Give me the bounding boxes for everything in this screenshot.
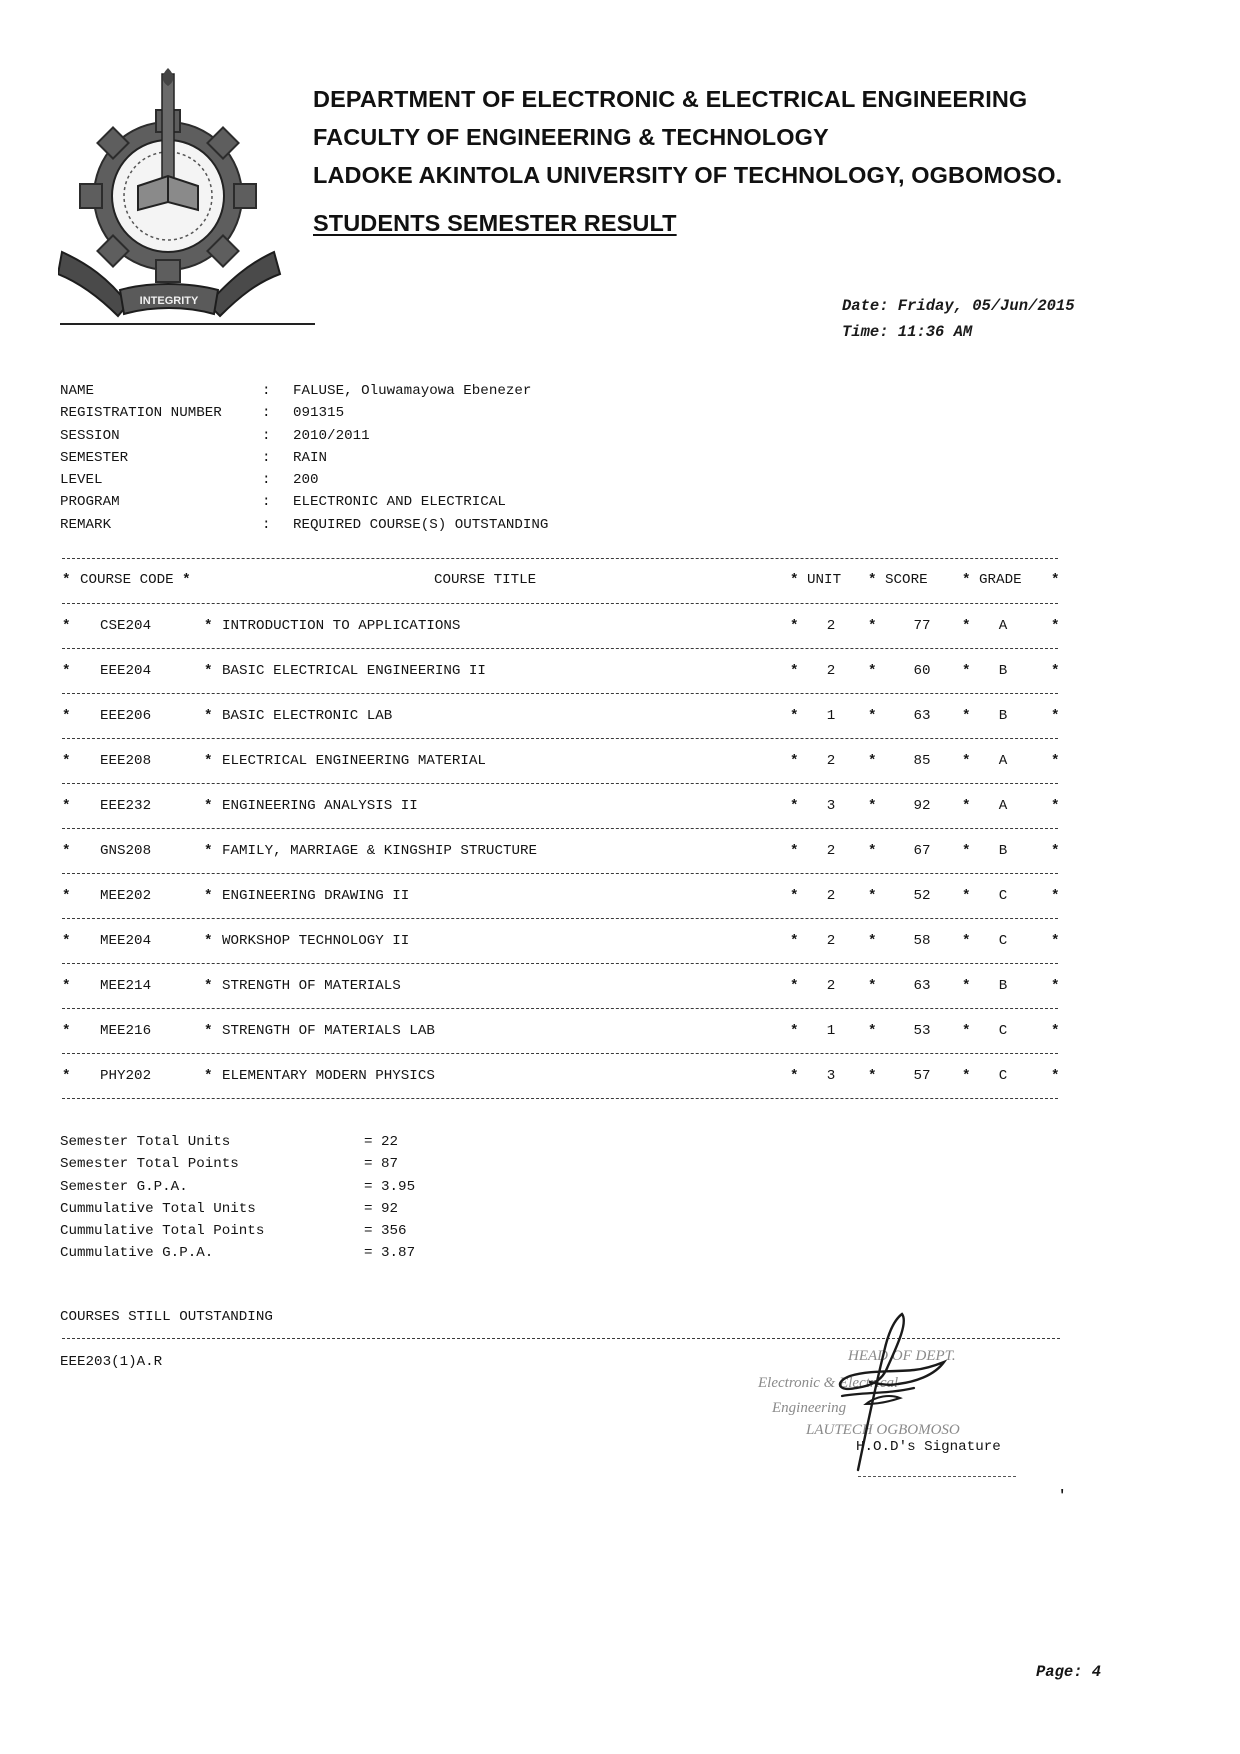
course-unit: 2 (826, 888, 836, 904)
separator-star: * (62, 798, 71, 814)
summary-row (60, 1242, 415, 1264)
header-grade-text: GRADE (979, 572, 1022, 588)
separator-star: * (962, 753, 971, 769)
separator-star: * (868, 843, 877, 859)
course-unit: 3 (826, 798, 836, 814)
header-course-title: COURSE TITLE (434, 572, 537, 588)
separator-star: * (204, 933, 213, 949)
separator-star: * (962, 798, 971, 814)
separator-star: * (204, 708, 213, 724)
info-row-remark (60, 514, 548, 536)
svg-text:Electronic & Electrical: Electronic & Electrical (758, 1375, 899, 1391)
print-date: Date: Friday, 05/Jun/2015 (842, 297, 1075, 315)
svg-text:Engineering: Engineering (772, 1400, 847, 1416)
summary-row (60, 1131, 415, 1153)
separator-star: * (868, 978, 877, 994)
info-row-semester (60, 447, 548, 469)
separator-star: * (1051, 663, 1060, 679)
course-code: MEE216 (100, 1023, 152, 1039)
separator-star: * (790, 708, 799, 724)
course-score: 57 (913, 1068, 931, 1084)
separator-star: * (62, 843, 71, 859)
separator-star: * (962, 618, 971, 634)
course-score: 77 (913, 618, 931, 634)
course-grade: A (998, 618, 1008, 634)
separator-star: * (790, 663, 799, 679)
header-score (868, 572, 928, 588)
info-colon: : (262, 405, 271, 422)
separator-star: * (790, 798, 799, 814)
info-value: RAIN (293, 449, 328, 466)
info-value: 2010/2011 (293, 427, 370, 444)
info-value: 200 (293, 472, 319, 489)
course-unit: 2 (826, 843, 836, 859)
separator-star: * (868, 572, 877, 588)
info-row-registration (60, 402, 548, 424)
separator-star: * (790, 933, 799, 949)
table-row (58, 1010, 1062, 1053)
course-title: BASIC ELECTRONIC LAB (222, 708, 393, 724)
course-code: EEE206 (100, 708, 152, 724)
info-value: FALUSE, Oluwamayowa Ebenezer (293, 383, 532, 399)
svg-text:HEAD OF DEPT.: HEAD OF DEPT. (848, 1348, 956, 1364)
separator-star: * (204, 888, 213, 904)
course-grade: C (998, 1068, 1008, 1084)
course-grade: B (998, 978, 1008, 994)
summary-label: Cummulative G.P.A. (60, 1245, 214, 1262)
separator-star: * (962, 888, 971, 904)
logo-underline (60, 323, 315, 325)
table-row (58, 920, 1062, 963)
course-score: 67 (913, 843, 931, 859)
info-label: REMARK (60, 516, 112, 533)
separator-star: * (1051, 618, 1060, 634)
faculty-heading: FACULTY OF ENGINEERING & TECHNOLOGY (313, 124, 829, 150)
info-value: REQUIRED COURSE(S) OUTSTANDING (293, 516, 549, 533)
separator-star: * (204, 1023, 213, 1039)
separator-star: * (868, 1068, 877, 1084)
table-row (58, 875, 1062, 918)
separator-star: * (1051, 1023, 1060, 1039)
course-score: 58 (913, 933, 931, 949)
course-code: GNS208 (100, 843, 152, 859)
hod-signature-caption: H.O.D's Signature (856, 1439, 1001, 1455)
separator-star: * (868, 1023, 877, 1039)
course-grade: B (998, 708, 1008, 724)
course-unit: 1 (826, 708, 836, 724)
page-number: Page: 4 (1036, 1663, 1102, 1681)
course-title: ENGINEERING DRAWING II (222, 888, 410, 904)
summary-row (60, 1198, 415, 1220)
summary-row (60, 1220, 415, 1242)
table-row (58, 605, 1062, 648)
separator-star: * (1051, 753, 1060, 769)
course-title: ENGINEERING ANALYSIS II (222, 798, 418, 814)
separator-star: * (182, 572, 191, 588)
department-heading: DEPARTMENT OF ELECTRONIC & ELECTRICAL ENGINEERING (313, 86, 1028, 112)
table-row (58, 965, 1062, 1008)
separator-star: * (62, 1023, 71, 1039)
course-code: CSE204 (100, 618, 152, 634)
course-score: 53 (913, 1023, 931, 1039)
summary-value: = 3.95 (364, 1178, 416, 1195)
separator-star: * (62, 1068, 71, 1084)
separator-star: * (62, 753, 71, 769)
separator-star: * (790, 843, 799, 859)
separator-star: * (962, 1068, 971, 1084)
separator-star: * (204, 1068, 213, 1084)
separator-star: * (1051, 708, 1060, 724)
separator-star: * (962, 572, 971, 588)
course-grade: C (998, 1023, 1008, 1039)
separator-star: * (962, 1023, 971, 1039)
outstanding-courses-heading: COURSES STILL OUTSTANDING (60, 1309, 273, 1325)
separator-star: * (204, 843, 213, 859)
header-unit-text: UNIT (807, 572, 842, 588)
separator-star: * (790, 1068, 799, 1084)
course-title: STRENGTH OF MATERIALS LAB (222, 1023, 435, 1039)
summary-label: Semester Total Points (60, 1156, 239, 1173)
summary-value: = 3.87 (364, 1245, 416, 1262)
separator-star: * (790, 572, 799, 588)
course-score: 92 (913, 798, 931, 814)
course-code: PHY202 (100, 1068, 152, 1084)
info-colon: : (262, 472, 271, 489)
summary-value: = 356 (364, 1223, 407, 1240)
svg-text:LAUTECH OGBOMOSO: LAUTECH OGBOMOSO (806, 1422, 960, 1438)
separator-star: * (1051, 843, 1060, 859)
header-grade (962, 572, 1022, 588)
course-grade: C (998, 933, 1008, 949)
header-code-text: COURSE CODE (80, 572, 174, 588)
info-row-level (60, 469, 548, 491)
info-colon: : (262, 449, 271, 466)
course-code: EEE204 (100, 663, 152, 679)
info-label: SEMESTER (60, 449, 129, 466)
course-score: 63 (913, 708, 931, 724)
course-unit: 1 (826, 1023, 836, 1039)
table-row (58, 785, 1062, 828)
course-unit: 2 (826, 933, 836, 949)
info-label: REGISTRATION NUMBER (60, 405, 222, 422)
info-label: LEVEL (60, 472, 103, 489)
course-title: FAMILY, MARRIAGE & KINGSHIP STRUCTURE (222, 843, 538, 859)
separator-star: * (204, 663, 213, 679)
course-grade: B (998, 843, 1008, 859)
signature-line (858, 1476, 1016, 1477)
course-title: BASIC ELECTRICAL ENGINEERING II (222, 663, 486, 679)
separator-star: * (62, 933, 71, 949)
summary-label: Semester Total Units (60, 1134, 231, 1150)
course-unit: 3 (826, 1068, 836, 1084)
course-score: 60 (913, 663, 931, 679)
separator-star: * (204, 798, 213, 814)
outstanding-course-item: EEE203(1)A.R (60, 1354, 163, 1370)
course-code: MEE202 (100, 888, 152, 904)
separator-star: * (1051, 572, 1060, 588)
separator-star: * (868, 708, 877, 724)
svg-text:INTEGRITY: INTEGRITY (139, 295, 199, 307)
table-row (58, 650, 1062, 693)
separator-star: * (868, 663, 877, 679)
separator-star: * (868, 618, 877, 634)
table-header-row (58, 560, 1062, 603)
separator-star: * (790, 978, 799, 994)
course-title: ELECTRICAL ENGINEERING MATERIAL (222, 753, 486, 769)
separator-star: * (62, 618, 71, 634)
separator-star: * (790, 753, 799, 769)
info-colon: : (262, 383, 271, 399)
separator-star: * (790, 618, 799, 634)
student-info (60, 380, 548, 536)
course-unit: 2 (826, 978, 836, 994)
separator-star: * (868, 933, 877, 949)
separator-star: * (204, 618, 213, 634)
separator-star: * (962, 708, 971, 724)
summary-value: = 22 (364, 1134, 399, 1150)
course-score: 52 (913, 888, 931, 904)
course-unit: 2 (826, 753, 836, 769)
summary-value: = 92 (364, 1200, 399, 1217)
separator-star: * (1051, 978, 1060, 994)
separator-star: * (868, 798, 877, 814)
course-title: ELEMENTARY MODERN PHYSICS (222, 1068, 435, 1084)
info-colon: : (262, 516, 271, 533)
course-title: WORKSHOP TECHNOLOGY II (222, 933, 410, 949)
summary-row (60, 1176, 415, 1198)
separator-star: * (1051, 933, 1060, 949)
info-value: 091315 (293, 405, 345, 422)
table-row (58, 695, 1062, 738)
stray-mark: ' (1058, 1488, 1067, 1504)
university-logo (58, 68, 314, 326)
separator-star: * (962, 843, 971, 859)
separator-star: * (962, 663, 971, 679)
info-label: NAME (60, 383, 95, 399)
table-row (58, 740, 1062, 783)
separator-star: * (1051, 1068, 1060, 1084)
course-code: EEE232 (100, 798, 152, 814)
info-row-name (60, 380, 548, 402)
separator-star: * (962, 933, 971, 949)
course-grade: C (998, 888, 1008, 904)
info-row-program (60, 491, 548, 513)
course-score: 85 (913, 753, 931, 769)
info-row-session (60, 425, 548, 447)
university-heading: LADOKE AKINTOLA UNIVERSITY OF TECHNOLOGY, OGBOMOSO. (313, 162, 1063, 188)
summary-row (60, 1153, 415, 1175)
table-row (58, 1055, 1062, 1098)
separator-star: * (62, 572, 71, 588)
separator-star: * (62, 708, 71, 724)
table-row (58, 830, 1062, 873)
course-grade: A (998, 753, 1008, 769)
course-code: MEE214 (100, 978, 152, 994)
header-unit (790, 572, 841, 588)
info-label: SESSION (60, 427, 120, 444)
info-label: PROGRAM (60, 494, 120, 511)
summary-value: = 87 (364, 1156, 399, 1173)
separator-star: * (62, 663, 71, 679)
separator-star: * (204, 978, 213, 994)
course-score: 63 (913, 978, 931, 994)
course-grade: B (998, 663, 1008, 679)
separator-star: * (62, 888, 71, 904)
course-code: EEE208 (100, 753, 152, 769)
course-code: MEE204 (100, 933, 152, 949)
separator-star: * (62, 978, 71, 994)
course-unit: 2 (826, 663, 836, 679)
summary-label: Cummulative Total Units (60, 1200, 256, 1217)
separator-star: * (868, 753, 877, 769)
header-course-code (80, 572, 191, 588)
separator-star: * (204, 753, 213, 769)
document-title: STUDENTS SEMESTER RESULT (313, 210, 677, 236)
header-score-text: SCORE (885, 572, 928, 588)
separator-star: * (790, 1023, 799, 1039)
summary-label: Semester G.P.A. (60, 1178, 188, 1195)
gpa-summary (60, 1131, 415, 1265)
summary-label: Cummulative Total Points (60, 1223, 265, 1240)
separator-star: * (790, 888, 799, 904)
info-colon: : (262, 494, 271, 511)
info-colon: : (262, 427, 271, 444)
table-rule (62, 1098, 1058, 1100)
separator-star: * (1051, 798, 1060, 814)
separator-star: * (868, 888, 877, 904)
course-result-table (58, 558, 1062, 1100)
course-grade: A (998, 798, 1008, 814)
print-time: Time: 11:36 AM (842, 323, 973, 341)
course-title: INTRODUCTION TO APPLICATIONS (222, 618, 461, 634)
course-title: STRENGTH OF MATERIALS (222, 978, 401, 994)
info-value: ELECTRONIC AND ELECTRICAL (293, 494, 506, 511)
course-unit: 2 (826, 618, 836, 634)
separator-star: * (1051, 888, 1060, 904)
separator-star: * (962, 978, 971, 994)
